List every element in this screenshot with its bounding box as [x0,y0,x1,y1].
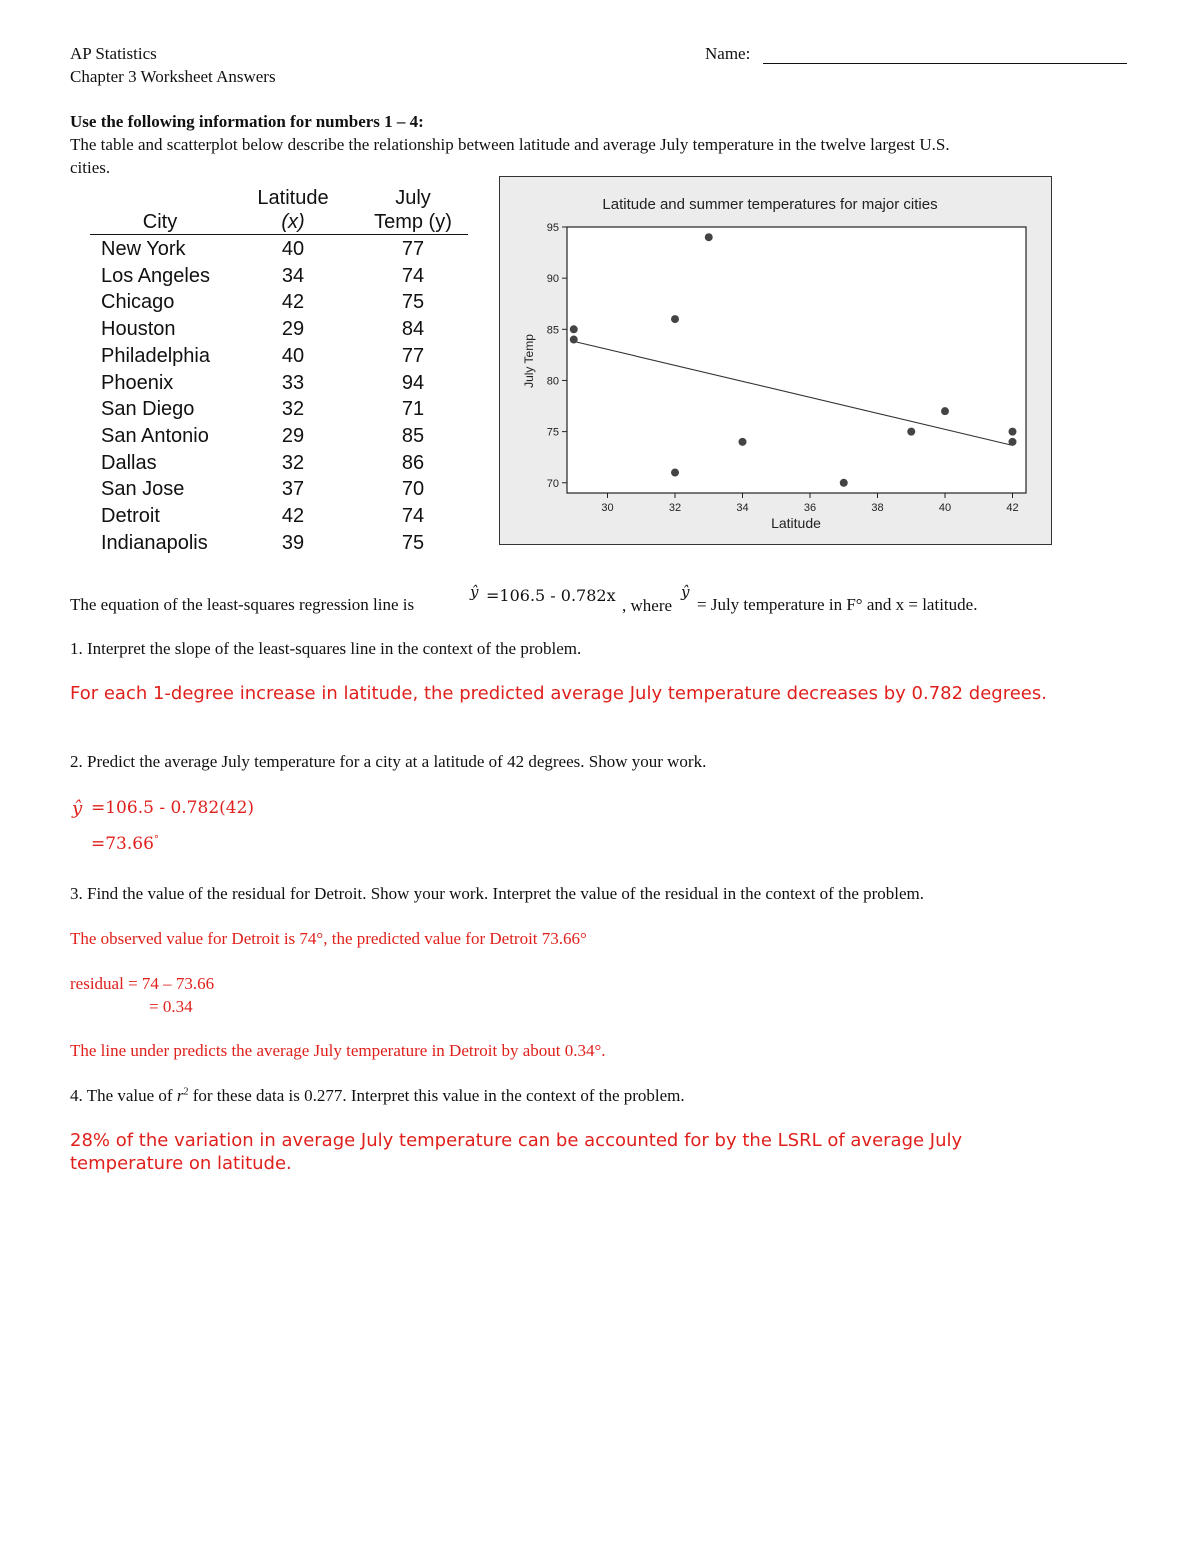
name-label: Name: [705,44,751,63]
scatter-point [1009,428,1017,436]
scatter-point [671,315,679,323]
equation-prefix: The equation of the least-squares regression line is [70,595,415,614]
intro-text-line2: cities. [70,158,111,177]
chart-title: Latitude and summer temperatures for major cities [602,196,938,213]
question-4 [70,1086,685,1106]
table-row [88,398,470,424]
table-cell-temp: 70 [401,478,425,501]
scatter-point [907,428,915,436]
scatter-point [705,233,713,241]
scatterplot-panel [499,176,1052,545]
y-tick-label: 90 [546,273,559,286]
x-tick-label: 40 [938,502,952,514]
table-cell-latitude: 32 [281,398,305,421]
table-cell-temp: 94 [401,371,425,394]
table-row [88,318,470,344]
answer-2-yhat: ŷ [72,798,83,819]
intro-heading: Use the following information for numbers 1 – 4: [70,112,424,131]
scatter-point [570,325,578,333]
table-cell-city: Phoenix [101,371,174,394]
scatter-point [739,438,747,446]
table-row [88,532,470,558]
answer-2-line2 [91,834,159,854]
question-4-suffix: for these data is 0.277. Interpret this value in the context of the problem. [188,1086,685,1105]
table-cell-temp: 74 [401,264,425,287]
answer-2-value: =73.66 [91,834,154,854]
table-row [88,372,470,398]
x-tick-label: 42 [1006,502,1019,514]
equation-yhat-2: ŷ [681,583,690,601]
equation-yhat: ŷ [470,583,479,601]
table-cell-latitude: 32 [281,451,305,474]
y-tick-label: 80 [546,375,559,388]
scatter-point [1009,438,1017,446]
table-cell-latitude: 34 [281,264,305,287]
table-cell-temp: 77 [401,238,425,260]
table-header-rule [90,234,468,235]
table-cell-temp: 84 [401,318,425,341]
table-header-latitude-var: (x) [281,211,305,233]
table-cell-latitude: 29 [281,424,305,447]
table-cell-latitude: 39 [281,531,305,554]
answer-2-line1: =106.5 - 0.782(42) [91,798,255,818]
question-4-prefix: 4. The value of [70,1086,177,1105]
table-cell-city: San Jose [101,478,185,501]
answer-3-observed: The observed value for Detroit is 74°, the predicted value for Detroit 73.66° [70,929,587,948]
table-header-city: City [142,211,178,233]
table-header-latitude: Latitude [257,187,329,209]
table-cell-latitude: 40 [281,238,305,260]
y-tick-label: 85 [546,324,559,337]
scatter-point [840,479,848,487]
table-row [88,265,470,291]
answer-1: For each 1-degree increase in latitude, the predicted average July temperature decreases by 0.782 degrees. [70,683,1047,704]
x-tick-label: 36 [803,502,817,514]
answer-2-degree: ° [153,834,159,846]
table-cell-city: Detroit [101,505,160,527]
table-cell-temp: 85 [401,424,425,447]
scatterplot-svg [500,177,1051,544]
table-row [88,452,470,478]
answer-3-residual-line2: = 0.34 [149,997,193,1016]
table-row [88,238,470,264]
question-4-r-sup: 2 [183,1086,189,1098]
table-cell-temp: 75 [401,531,425,554]
table-row [88,345,470,371]
equation-formula: =106.5 - 0.782x [486,586,616,605]
table-cell-latitude: 33 [281,371,305,394]
table-cell-temp: 75 [401,291,425,314]
name-blank-line [763,63,1127,64]
intro-text-line1: The table and scatterplot below describe the relationship between latitude and average July temperature in the twelve largest U.S. [70,135,950,154]
table-cell-temp: 74 [401,505,425,527]
x-tick-label: 30 [601,502,614,514]
table-cell-city: Chicago [101,291,175,314]
table-cell-city: Indianapolis [101,531,208,554]
y-tick-label: 75 [546,426,559,439]
table-cell-city: Houston [101,318,176,341]
answer-3-interpretation: The line under predicts the average July temperature in Detroit by about 0.34°. [70,1041,606,1060]
y-tick-label: 95 [546,222,559,234]
x-tick-label: 38 [871,502,884,514]
table-row [88,478,470,504]
scatter-point [570,336,578,344]
x-tick-label: 32 [668,502,682,514]
table-header-july: July [395,187,431,209]
table-cell-latitude: 37 [281,478,305,501]
table-row [88,291,470,317]
question-4-r: r [176,1086,184,1105]
table-row [88,505,470,531]
table-cell-city: San Antonio [101,424,209,447]
table-row [88,425,470,451]
x-axis-label: Latitude [771,515,821,531]
table-cell-city: San Diego [101,398,195,421]
answer-4: 28% of the variation in average July temperature can be accounted for by the LSRL of average July temperature on latitude. [70,1130,963,1174]
worksheet-subtitle: Chapter 3 Worksheet Answers [70,67,276,86]
table-cell-latitude: 29 [281,318,305,341]
table-cell-temp: 86 [401,451,425,474]
equation-where: , where [622,596,673,615]
y-tick-label: 70 [546,477,559,490]
question-2: 2. Predict the average July temperature for a city at a latitude of 42 degrees. Show your work. [70,752,707,771]
table-cell-latitude: 42 [281,291,305,314]
table-cell-city: Los Angeles [101,264,210,287]
question-3: 3. Find the value of the residual for Detroit. Show your work. Interpret the value of the residual in the context of the problem. [70,884,925,903]
table-cell-city: Dallas [101,451,157,474]
scatter-point [941,407,949,415]
plot-area [567,227,1026,493]
table-cell-temp: 71 [401,398,425,421]
y-axis-label: July Temp [522,334,536,388]
table-header-temp: Temp (y) [374,211,452,233]
question-1: 1. Interpret the slope of the least-squares line in the context of the problem. [70,639,582,658]
table-cell-latitude: 40 [281,344,305,367]
table-cell-city: Philadelphia [101,344,210,367]
table-cell-latitude: 42 [281,505,305,527]
table-cell-city: New York [101,238,186,260]
table-cell-temp: 77 [401,344,425,367]
answer-3-residual-line1: residual = 74 – 73.66 [70,974,215,993]
equation-suffix: = July temperature in F° and x = latitude. [697,595,978,614]
x-tick-label: 34 [736,502,749,514]
course-title: AP Statistics [70,44,157,63]
scatter-point [671,469,679,477]
